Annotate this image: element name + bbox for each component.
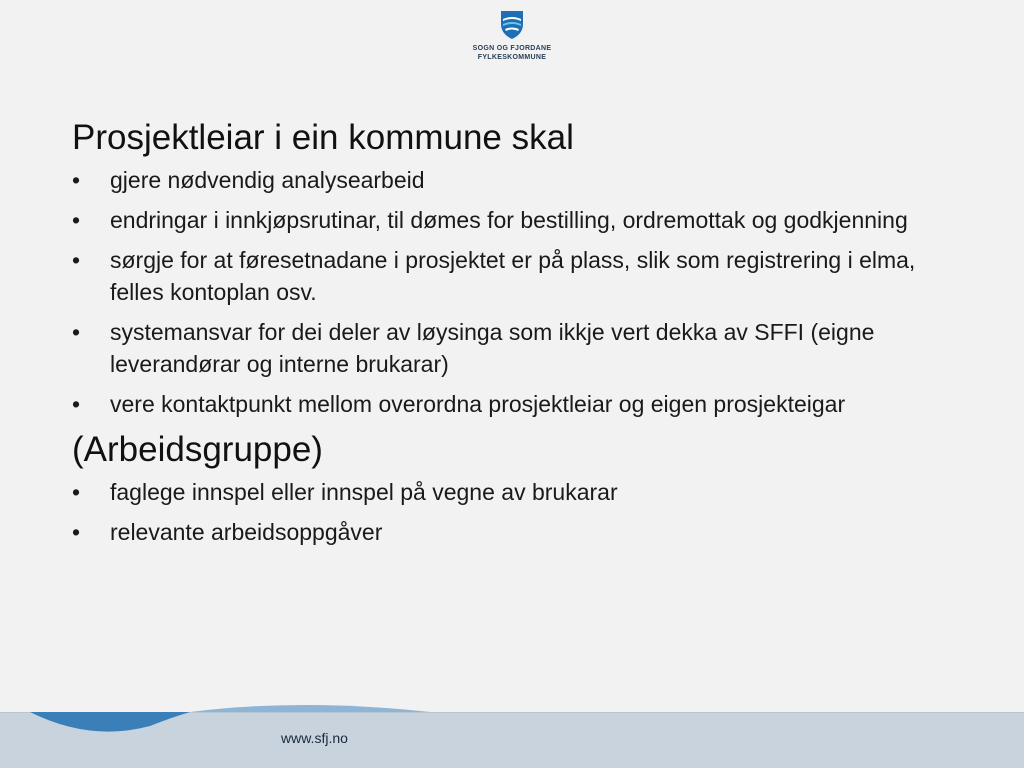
bullet-item bbox=[72, 476, 952, 508]
section-heading-arbeidsgruppe: (Arbeidsgruppe) bbox=[72, 430, 323, 469]
bullet-item bbox=[72, 244, 952, 308]
bullet-text: endringar i innkjøpsrutinar, til dømes for bestilling, ordremottak og godkjenning bbox=[110, 207, 908, 233]
bullet-text: sørgje for at føresetnadane i prosjektet er på plass, slik som registrering i elma, felles kontoplan osv. bbox=[110, 247, 916, 305]
bullet-list-2 bbox=[72, 476, 952, 548]
section-heading-prosjektleiar: Prosjektleiar i ein kommune skal bbox=[72, 118, 574, 157]
bullet-icon: • bbox=[72, 167, 81, 193]
bullet-item bbox=[72, 164, 952, 196]
bullet-text: systemansvar for dei deler av løysinga som ikkje vert dekka av SFFI (eigne leverandørar og interne brukarar) bbox=[110, 319, 875, 377]
bullet-icon: • bbox=[72, 207, 81, 233]
logo-text-line1: SOGN OG FJORDANE bbox=[472, 45, 552, 52]
footer-band bbox=[0, 700, 1024, 768]
bullet-icon: • bbox=[72, 319, 81, 345]
shield-logo-icon bbox=[499, 10, 525, 40]
bullet-item bbox=[72, 388, 952, 420]
logo-text-line2: FYLKESKOMMUNE bbox=[477, 54, 547, 61]
bullet-icon: • bbox=[72, 519, 81, 545]
bullet-text: faglege innspel eller innspel på vegne av brukarar bbox=[110, 479, 618, 505]
footer-wave-decoration bbox=[0, 700, 1024, 768]
bullet-icon: • bbox=[72, 391, 81, 417]
bullet-text: relevante arbeidsoppgåver bbox=[110, 519, 383, 545]
footer-url-link[interactable]: www.sfj.no bbox=[281, 730, 348, 746]
bullet-item bbox=[72, 316, 952, 380]
bullet-text: vere kontaktpunkt mellom overordna prosjektleiar og eigen prosjekteigar bbox=[110, 391, 846, 417]
slide-content bbox=[72, 116, 952, 556]
bullet-icon: • bbox=[72, 247, 81, 273]
bullet-icon: • bbox=[72, 479, 81, 505]
logo bbox=[462, 10, 562, 62]
bullet-list-1 bbox=[72, 164, 952, 420]
bullet-item bbox=[72, 204, 952, 236]
bullet-item bbox=[72, 516, 952, 548]
bullet-text: gjere nødvendig analysearbeid bbox=[110, 167, 425, 193]
